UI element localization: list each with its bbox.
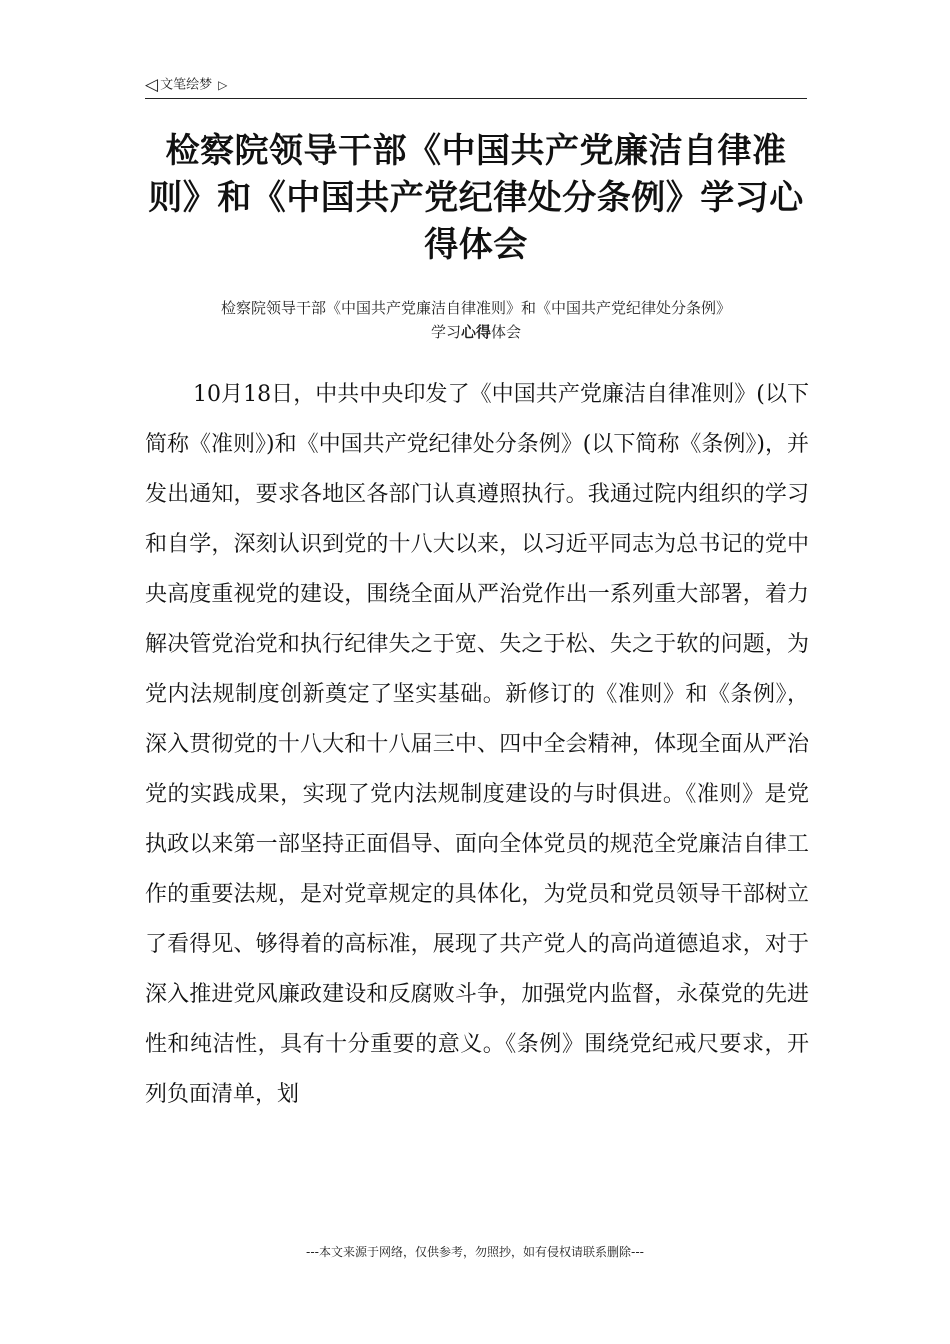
footer-notice: ---本文来源于网络，仅供参考，勿照抄，如有侵权请联系删除--- bbox=[306, 1245, 644, 1259]
triangle-right-icon: ▷ bbox=[218, 78, 228, 92]
subtitle-line-2-bold: 心得 bbox=[460, 323, 491, 341]
subtitle-line-1: 检察院领导干部《中国共产党廉洁自律准则》和《中国共产党纪律处分条例》 bbox=[220, 299, 731, 317]
header-brand: 文笔绘梦 bbox=[160, 77, 213, 93]
page-header bbox=[145, 74, 807, 99]
triangle-left-icon: ◁ bbox=[145, 75, 159, 95]
document-title: 检察院领导干部《中国共产党廉洁自律准则》和《中国共产党纪律处分条例》学习心得体会 bbox=[148, 131, 804, 265]
document-subtitle bbox=[140, 296, 812, 344]
subtitle-line-2-pre: 学习 bbox=[430, 323, 461, 341]
subtitle-line-2-post: 体会 bbox=[491, 323, 522, 341]
body-paragraph: 10月18日，中共中央印发了《中国共产党廉洁自律准则》(以下简称《准则》)和《中国共产党纪律处分条例》(以下简称《条例》)，并发出通知，要求各地区各部门认真遵照执行。我通过院内组织的学习和自学，深刻认识到党的十八大以来，以习近平同志为总书记的党中央高度重视党的建设，围绕全面从严治党作出一系列重大部署，着力解决管党治党和执行纪律失之于宽、失之于松、失之于软的问题，为党内法规制度创新奠定了坚实基础。新修订的《准则》和《条例》，深入贯彻党的十八大和十八届三中、四中全会精神，体现全面从严治党的实践成果，实现了党内法规制度建设的与时俱进。《准则》是党执政以来第一部坚持正面倡导、面向全体党员的规范全党廉洁自律工作的重要法规，是对党章规定的具体化，为党员和党员领导干部树立了看得见、够得着的高标准，展现了共产党人的高尚道德追求，对于深入推进党风廉政建设和反腐败斗争，加强党内监督，永葆党的先进性和纯洁性，具有十分重要的意义。《条例》围绕党纪戒尺要求，开列负面清单，划 bbox=[145, 382, 809, 1107]
subtitle-line-2 bbox=[140, 320, 812, 344]
